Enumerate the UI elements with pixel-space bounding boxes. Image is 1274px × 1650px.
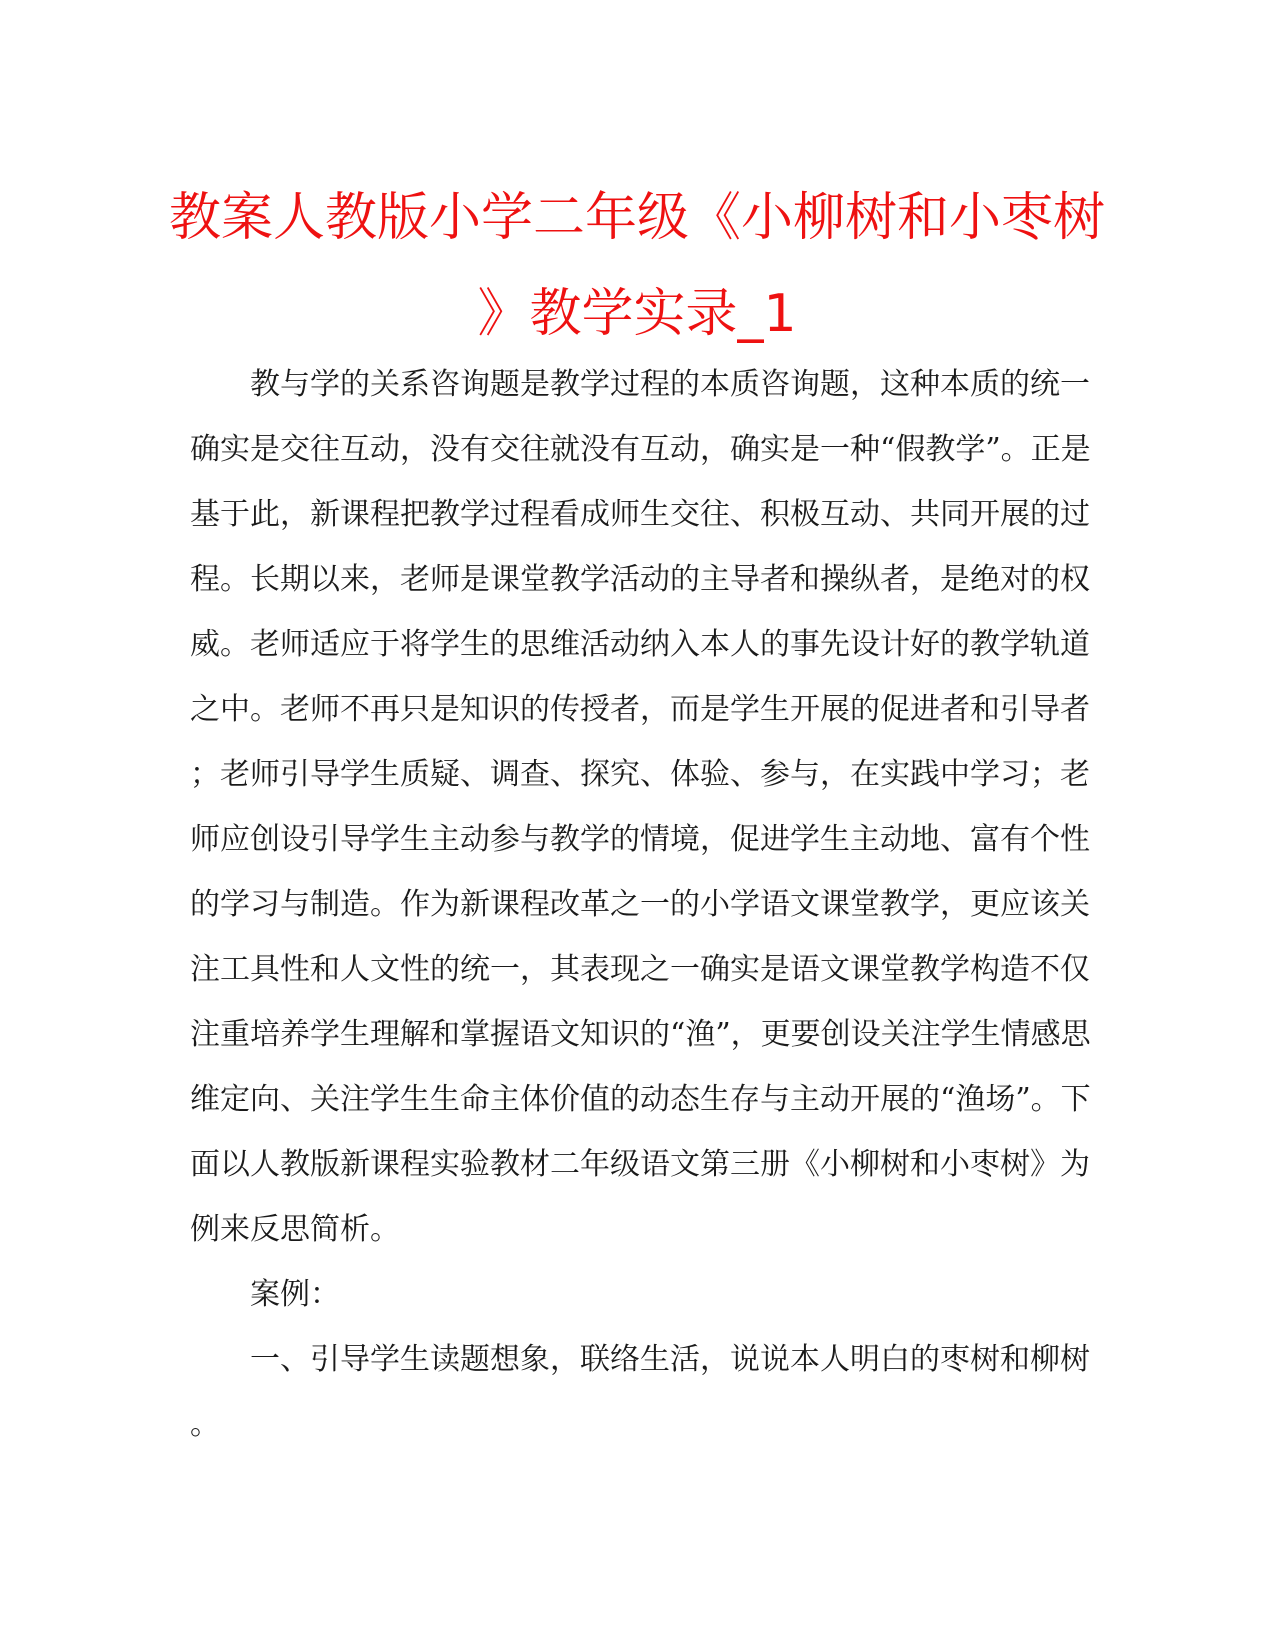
paragraph-intro <box>190 352 1091 1262</box>
paragraph-line: 的学习与制造。作为新课程改革之一的小学语文课堂教学，更应该关 <box>190 887 1090 922</box>
item-1-line: 一、引导学生读题想象，联络生活，说说本人明白的枣树和柳树 <box>250 1342 1090 1377</box>
paragraph-line: 维定向、关注学生生命主体价值的动态生存与主动开展的“渔场”。下 <box>190 1082 1091 1117</box>
item-1-paragraph <box>190 1327 1090 1457</box>
paragraph-line: 确实是交往互动，没有交往就没有互动，确实是一种“假教学”。正是 <box>190 432 1091 467</box>
paragraph-line: 面以人教版新课程实验教材二年级语文第三册《小柳树和小枣树》为 <box>190 1147 1090 1182</box>
paragraph-line: 基于此，新课程把教学过程看成师生交往、积极互动、共同开展的过 <box>190 497 1090 532</box>
document-body <box>190 352 1091 1457</box>
paragraph-line: 之中。老师不再只是知识的传授者，而是学生开展的促进者和引导者 <box>190 692 1090 727</box>
case-label: 案例： <box>250 1277 340 1312</box>
item-1-line: 。 <box>190 1407 220 1442</box>
paragraph-line: 注重培养学生理解和掌握语文知识的“渔”，更要创设关注学生情感思 <box>190 1017 1091 1052</box>
paragraph-line: 注工具性和人文性的统一，其表现之一确实是语文课堂教学构造不仅 <box>190 952 1090 987</box>
title-line-2: 》教学实录_1 <box>477 284 797 344</box>
document-title <box>160 170 1114 362</box>
case-label-paragraph <box>190 1262 1070 1327</box>
paragraph-line: 例来反思简析。 <box>190 1212 400 1247</box>
paragraph-line: 师应创设引导学生主动参与教学的情境，促进学生主动地、富有个性 <box>190 822 1090 857</box>
paragraph-line: 程。长期以来，老师是课堂教学活动的主导者和操纵者，是绝对的权 <box>190 562 1090 597</box>
paragraph-line: 威。老师适应于将学生的思维活动纳入本人的事先设计好的教学轨道 <box>190 627 1090 662</box>
paragraph-line: 教与学的关系咨询题是教学过程的本质咨询题，这种本质的统一 <box>250 367 1090 402</box>
paragraph-line: ；老师引导学生质疑、调查、探究、体验、参与，在实践中学习；老 <box>190 757 1090 792</box>
title-line-1: 教案人教版小学二年级《小柳树和小枣树 <box>168 188 1105 248</box>
